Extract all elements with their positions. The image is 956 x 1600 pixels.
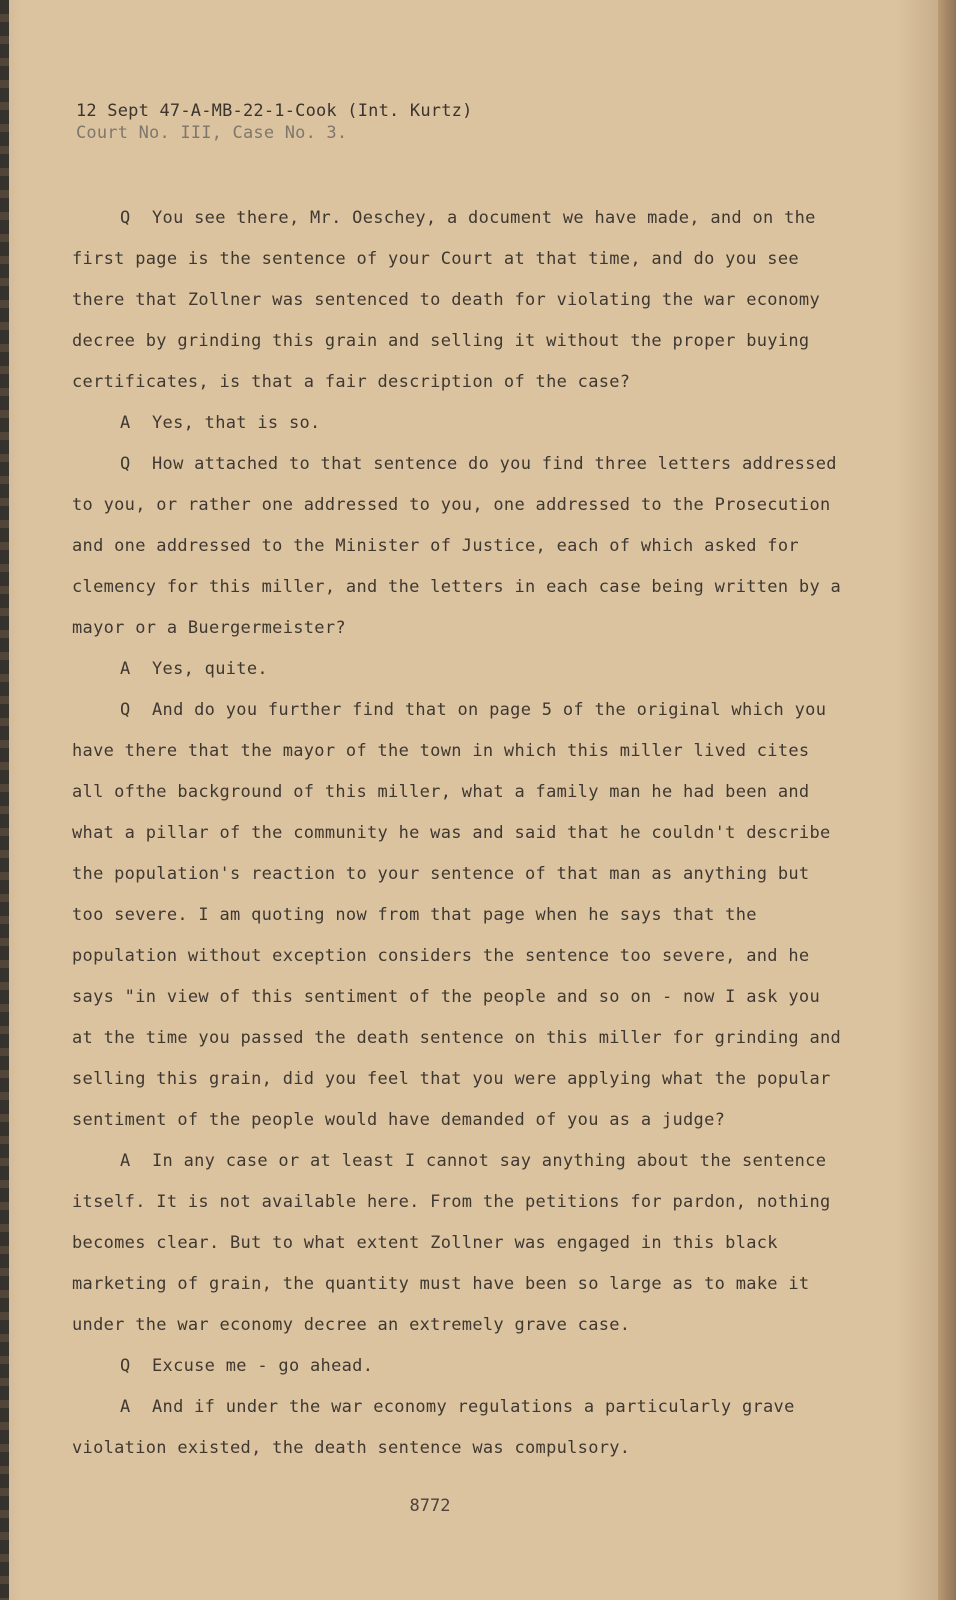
transcript-paragraph (72, 444, 842, 649)
speaker-label: Q (120, 1356, 131, 1376)
binding-edge (0, 0, 9, 1600)
paragraph-text: Yes, that is so. (152, 413, 321, 433)
speaker-label: A (120, 413, 131, 433)
speaker-label: Q (120, 454, 131, 474)
header-line-1: 12 Sept 47-A-MB-22-1-Cook (Int. Kurtz) (76, 101, 473, 121)
page-number: 8772 (409, 1496, 451, 1516)
transcript-paragraph (72, 1346, 842, 1387)
paragraph-text: And if under the war economy regulations a particularly grave violation existed, the death sentence was compulsory. (72, 1397, 795, 1458)
paragraph-text: You see there, Mr. Oeschey, a document we have made, and on the first page is the sentence of your Court at that time, and do you see there that Zollner was sentenced to death for violating the war economy decree by grinding this grain and selling it without the proper buying certificates, is that a fair description of the case? (72, 208, 820, 392)
transcript-paragraph (72, 1141, 842, 1346)
speaker-label: Q (120, 700, 131, 720)
transcript-paragraph (72, 690, 842, 1141)
speaker-label: A (120, 659, 131, 679)
transcript-paragraph (72, 649, 842, 690)
paragraph-text: In any case or at least I cannot say anything about the sentence itself. It is not available here. From the petitions for pardon, nothing becomes clear. But to what extent Zollner was engaged in this black marketing of grain, the quantity must have been so large as to make it under the war economy decree an extremely grave case. (72, 1151, 831, 1335)
document-header (76, 100, 473, 144)
speaker-label: A (120, 1397, 131, 1417)
speaker-label: A (120, 1151, 131, 1171)
speaker-label: Q (120, 208, 131, 228)
paragraph-text: And do you further find that on page 5 of the original which you have there that the mayor of the town in which this miller lived cites all ofthe background of this miller, what a family man he had been and what a pillar of the community he was and said that he couldn't describe the population's reaction to your sentence of that man as anything but too severe. I am quoting now from that page when he says that the population without exception considers the sentence too severe, and he says "in view of this sentiment of the people and so on - now I ask you at the time you passed the death sentence on this miller for grinding and selling this grain, did you feel that you were applying what the popular sentiment of the people would have demanded of you as a judge? (72, 700, 842, 1130)
transcript-paragraph (72, 198, 842, 403)
transcript-body (72, 198, 842, 1469)
header-line-2: Court No. III, Case No. 3. (76, 123, 348, 143)
paragraph-text: Yes, quite. (152, 659, 268, 679)
paragraph-text: How attached to that sentence do you find three letters addressed to you, or rather one addressed to you, one addressed to the Prosecution and one addressed to the Minister of Justice, each of which asked for clemency for this miller, and the letters in each case being written by a mayor or a Buergermeister? (72, 454, 842, 638)
transcript-paragraph (72, 403, 842, 444)
page-edge (938, 0, 956, 1600)
transcript-paragraph (72, 1387, 842, 1469)
paragraph-text: Excuse me - go ahead. (152, 1356, 374, 1376)
